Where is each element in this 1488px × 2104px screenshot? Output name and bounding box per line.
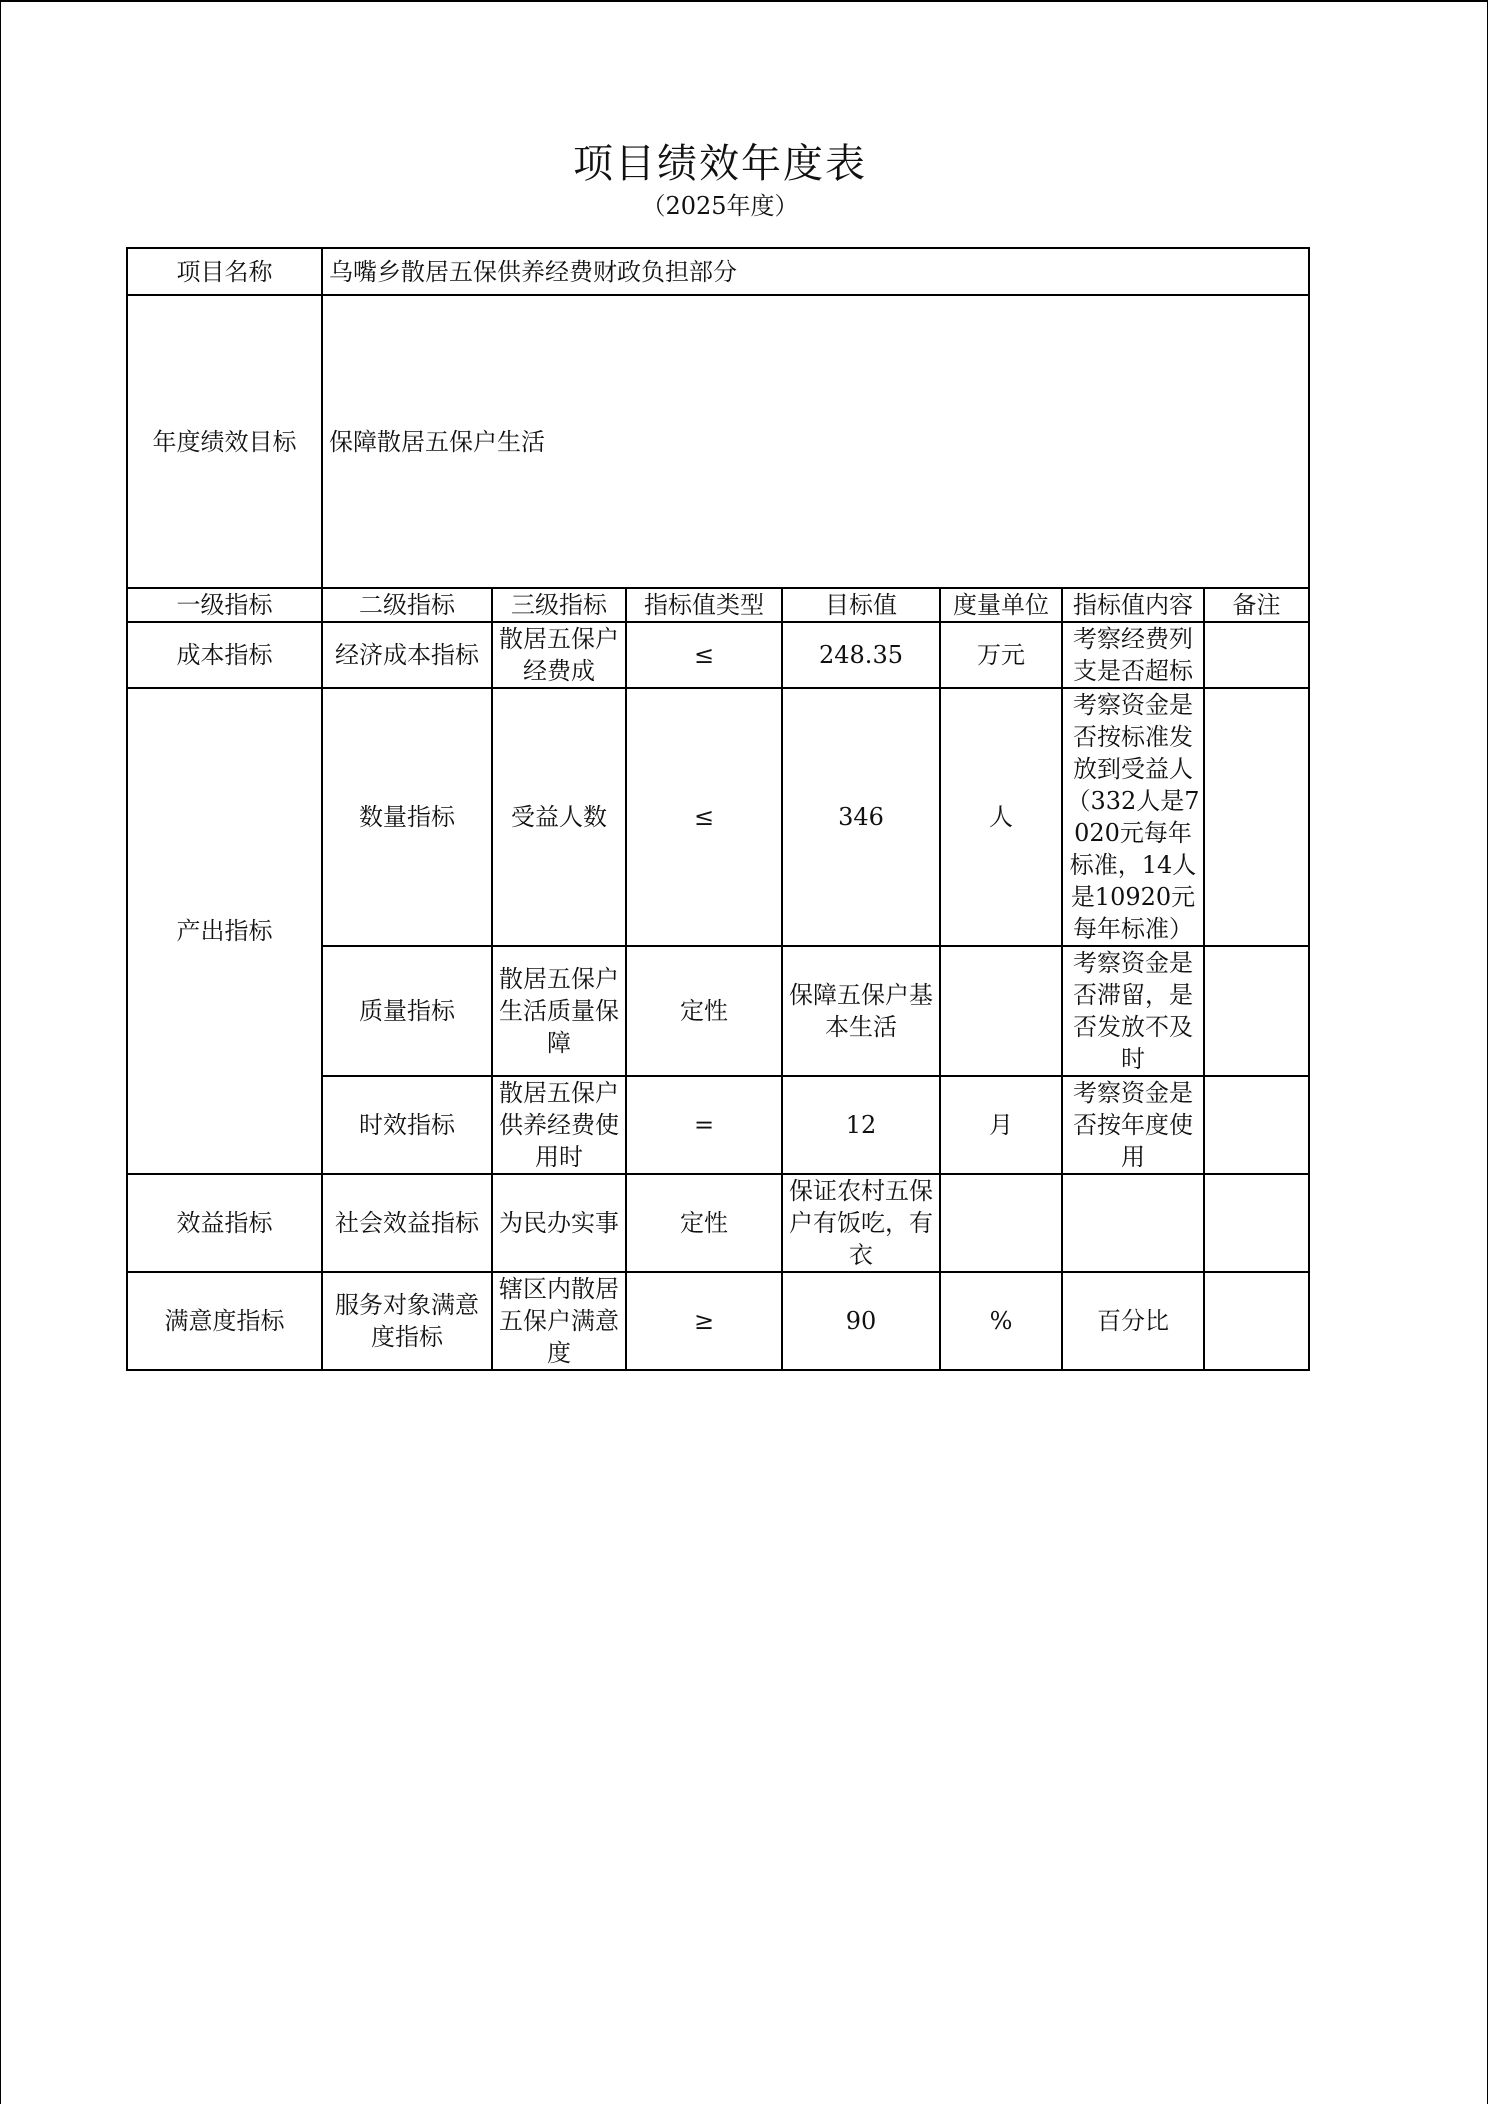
cost-unit: 万元 bbox=[940, 622, 1062, 688]
annual-goal-row bbox=[127, 295, 1309, 588]
satisfaction-type: ≥ bbox=[626, 1272, 782, 1370]
satisfaction-note bbox=[1204, 1272, 1309, 1370]
quality-l2: 质量指标 bbox=[322, 946, 492, 1076]
satisfaction-l2: 服务对象满意度指标 bbox=[322, 1272, 492, 1370]
header-l1: 一级指标 bbox=[127, 588, 322, 622]
quality-l3-text: 散居五保户生活质量保障 bbox=[499, 965, 619, 1057]
cost-content bbox=[1062, 622, 1204, 688]
cost-l1: 成本指标 bbox=[127, 622, 322, 688]
timeliness-l3 bbox=[492, 1076, 626, 1174]
quantity-l2: 数量指标 bbox=[322, 688, 492, 946]
satisfaction-l3 bbox=[492, 1272, 626, 1370]
header-note: 备注 bbox=[1204, 588, 1309, 622]
output-l1: 产出指标 bbox=[127, 688, 322, 1174]
header-unit: 度量单位 bbox=[940, 588, 1062, 622]
quantity-l3: 受益人数 bbox=[492, 688, 626, 946]
satisfaction-content: 百分比 bbox=[1062, 1272, 1204, 1370]
project-name-value: 乌嘴乡散居五保供养经费财政负担部分 bbox=[322, 248, 1309, 295]
quantity-content bbox=[1062, 688, 1204, 946]
timeliness-content-text: 考察资金是否按年度使用 bbox=[1073, 1079, 1193, 1171]
project-name-row bbox=[127, 248, 1309, 295]
header-l2: 二级指标 bbox=[322, 588, 492, 622]
quality-content-text: 考察资金是否滞留，是否发放不及时 bbox=[1073, 949, 1193, 1073]
timeliness-content bbox=[1062, 1076, 1204, 1174]
header-row bbox=[127, 588, 1309, 622]
timeliness-target: 12 bbox=[782, 1076, 940, 1174]
timeliness-note bbox=[1204, 1076, 1309, 1174]
satisfaction-target: 90 bbox=[782, 1272, 940, 1370]
header-l3: 三级指标 bbox=[492, 588, 626, 622]
timeliness-l3-text: 散居五保户供养经费使用时 bbox=[499, 1079, 619, 1171]
header-type: 指标值类型 bbox=[626, 588, 782, 622]
performance-table bbox=[126, 247, 1310, 1371]
cost-row bbox=[127, 622, 1309, 688]
quantity-row bbox=[127, 688, 1309, 946]
annual-goal-value: 保障散居五保户生活 bbox=[322, 295, 1309, 588]
page-title: 项目绩效年度表 bbox=[573, 141, 867, 187]
satisfaction-l3-text: 辖区内散居五保户满意度 bbox=[499, 1275, 619, 1367]
cost-l3 bbox=[492, 622, 626, 688]
quantity-content-text: 考察资金是否按标准发放到受益人（332人是7020元每年标准，14人是10920元每年标准） bbox=[1066, 691, 1200, 943]
quantity-target: 346 bbox=[782, 688, 940, 946]
cost-l3-text: 散居五保户经费成 bbox=[499, 625, 619, 685]
quality-l3 bbox=[492, 946, 626, 1076]
cost-l2: 经济成本指标 bbox=[322, 622, 492, 688]
quality-type: 定性 bbox=[626, 946, 782, 1076]
cost-note bbox=[1204, 622, 1309, 688]
benefit-l2: 社会效益指标 bbox=[322, 1174, 492, 1272]
benefit-content bbox=[1062, 1174, 1204, 1272]
page-subtitle: （2025年度） bbox=[641, 192, 799, 220]
timeliness-type: = bbox=[626, 1076, 782, 1174]
header-content: 指标值内容 bbox=[1062, 588, 1204, 622]
annual-goal-label: 年度绩效目标 bbox=[127, 295, 322, 588]
header-target: 目标值 bbox=[782, 588, 940, 622]
benefit-target-text: 保证农村五保户有饭吃，有衣 bbox=[789, 1177, 933, 1269]
quality-unit bbox=[940, 946, 1062, 1076]
cost-target: 248.35 bbox=[782, 622, 940, 688]
quality-content bbox=[1062, 946, 1204, 1076]
cost-content-text: 考察经费列支是否超标 bbox=[1073, 625, 1193, 685]
benefit-target bbox=[782, 1174, 940, 1272]
satisfaction-unit: % bbox=[940, 1272, 1062, 1370]
benefit-type: 定性 bbox=[626, 1174, 782, 1272]
benefit-row bbox=[127, 1174, 1309, 1272]
benefit-note bbox=[1204, 1174, 1309, 1272]
benefit-l3: 为民办实事 bbox=[492, 1174, 626, 1272]
satisfaction-l1: 满意度指标 bbox=[127, 1272, 322, 1370]
benefit-unit bbox=[940, 1174, 1062, 1272]
quantity-note bbox=[1204, 688, 1309, 946]
quantity-type: ≤ bbox=[626, 688, 782, 946]
quality-target: 保障五保户基本生活 bbox=[782, 946, 940, 1076]
cost-type: ≤ bbox=[626, 622, 782, 688]
timeliness-unit: 月 bbox=[940, 1076, 1062, 1174]
timeliness-l2: 时效指标 bbox=[322, 1076, 492, 1174]
satisfaction-row bbox=[127, 1272, 1309, 1370]
quantity-unit: 人 bbox=[940, 688, 1062, 946]
benefit-l1: 效益指标 bbox=[127, 1174, 322, 1272]
project-name-label: 项目名称 bbox=[127, 248, 322, 295]
quality-note bbox=[1204, 946, 1309, 1076]
